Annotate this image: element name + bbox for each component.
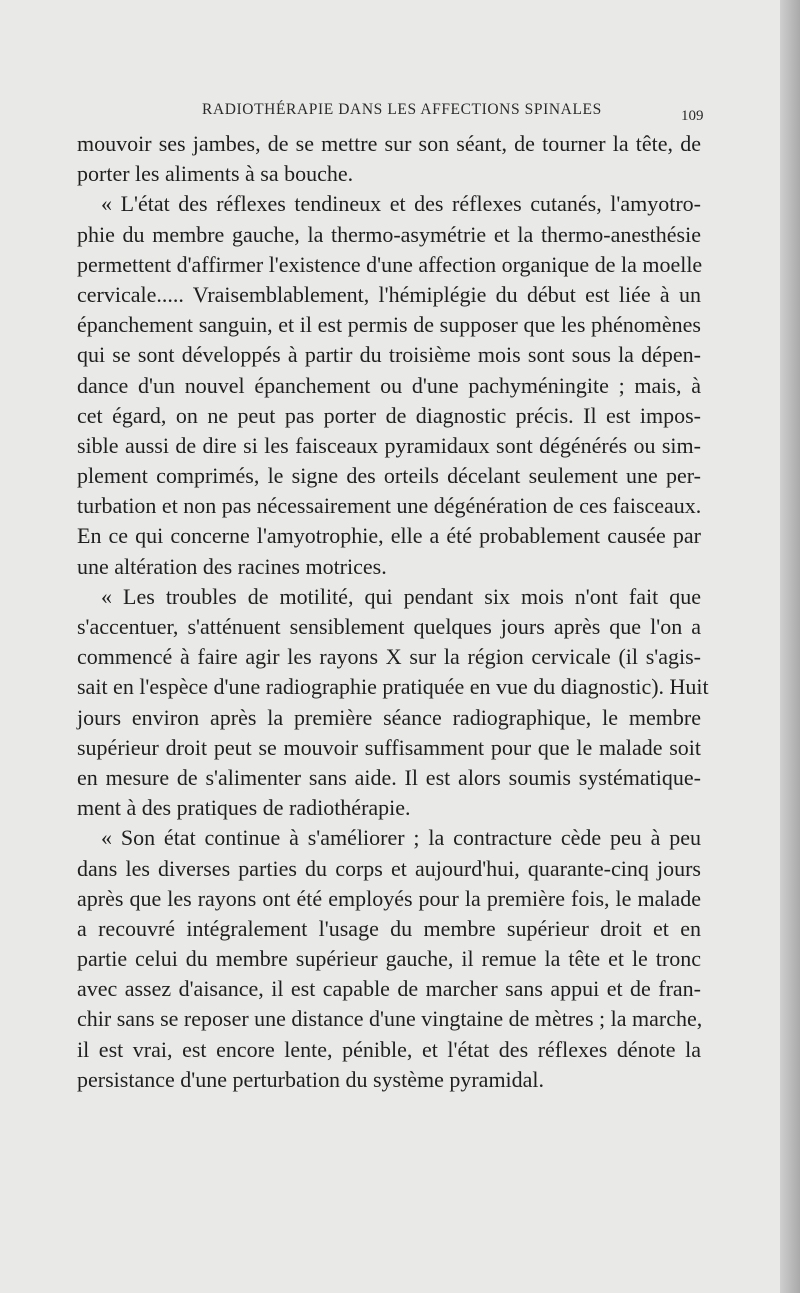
text-line: dans les diverses parties du corps et aujourd'hui, quarante-cinq jours [77,855,701,881]
text-line: commencé à faire agir les rayons X sur la région cervicale (il s'agis- [77,644,701,670]
text-line: turbation et non pas nécessairement une dégénération de ces faisceaux. [77,493,702,519]
text-line: sait en l'espèce d'une radiographie pratiquée en vue du diagnostic). Huit [77,674,709,700]
text-line: s'accentuer, s'atténuent sensiblement quelques jours après que l'on a [77,614,701,639]
paragraph [77,129,701,189]
text-line: permettent d'affirmer l'existence d'une affection organique de la moelle [77,251,703,277]
text-line: après que les rayons ont été employés pour la première fois, le malade [77,885,701,911]
text-line: supérieur droit peut se mouvoir suffisamment pour que le malade soit [77,734,701,760]
text-line: dance d'un nouvel épanchement ou d'une pachyméningite ; mais, à [77,372,701,398]
text-line: chir sans se reposer une distance d'une vingtaine de mètres ; la marche, [77,1006,703,1032]
text-line: plement comprimés, le signe des orteils décelant seulement une per- [77,463,701,489]
text-line: « Les troubles de motilité, qui pendant six mois n'ont fait que [101,583,701,609]
text-line: « L'état des réflexes tendineux et des réflexes cutanés, l'amyotro- [101,191,701,217]
running-title: RADIOTHÉRAPIE DANS LES AFFECTIONS SPINALES [202,101,602,118]
text-line: « Son état continue à s'améliorer ; la contracture cède peu à peu [101,825,701,851]
text-line: phie du membre gauche, la thermo-asymétrie et la thermo-anesthésie [77,221,701,247]
text-line: en mesure de s'alimenter sans aide. Il est alors soumis systématique- [77,764,701,790]
text-line: cet égard, on ne peut pas porter de diagnostic précis. Il est impos- [77,402,701,428]
text-line: partie celui du membre supérieur gauche, il remue la tête et le tronc [77,946,701,972]
text-line: ment à des pratiques de radiothérapie. [77,795,411,821]
page-edge-shadow [780,0,800,1293]
text-line: jours environ après la première séance radiographique, le membre [77,704,701,730]
paragraph [77,189,701,581]
text-line: persistance d'une perturbation du système pyramidal. [77,1066,545,1092]
text-line: En ce qui concerne l'amyotrophie, elle a été probablement causée par [77,523,701,549]
text-line: avec assez d'aisance, il est capable de marcher sans appui et de fran- [77,976,701,1002]
text-line: a recouvré intégralement l'usage du membre supérieur droit et en [77,915,701,941]
text-line: une altération des racines motrices. [77,553,387,579]
text-line: épanchement sanguin, et il est permis de supposer que les phénomènes [77,312,701,338]
text-line: mouvoir ses jambes, de se mettre sur son séant, de tourner la tête, de [77,131,701,156]
paragraph [77,823,701,1095]
text-line: cervicale..... Vraisemblablement, l'hémiplégie du début est liée à un [77,281,701,307]
text-line: porter les aliments à sa bouche. [77,161,354,187]
page-number: 109 [681,108,704,124]
text-line: sible aussi de dire si les faisceaux pyramidaux sont dégénérés ou sim- [77,432,701,458]
body-text [77,129,709,1095]
text-line: qui se sont développés à partir du troisième mois sont sous la dépen- [77,342,701,368]
paragraph [77,582,709,824]
text-line: il est vrai, est encore lente, pénible, et l'état des réflexes dénote la [77,1036,701,1062]
